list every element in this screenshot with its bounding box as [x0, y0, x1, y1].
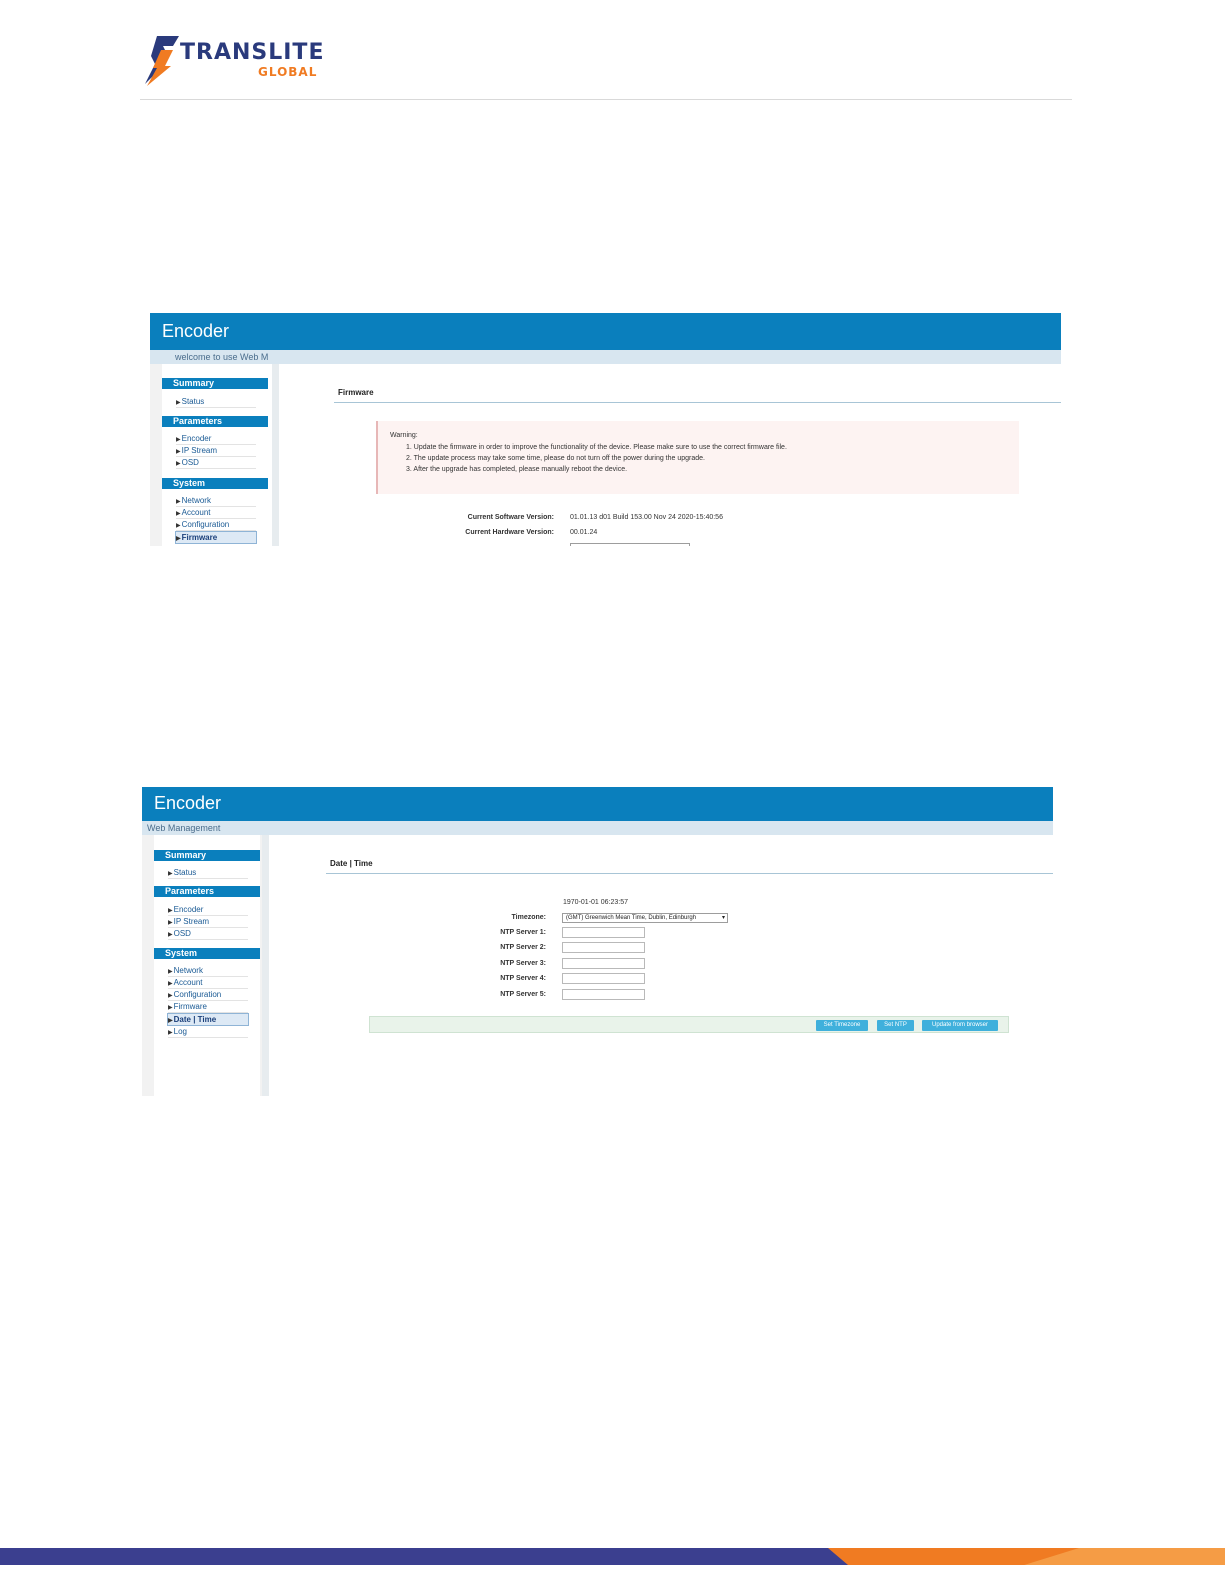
- arrow-right-icon: ▶: [176, 437, 181, 443]
- ntp-server-5-input[interactable]: [562, 989, 645, 1000]
- arrow-right-icon: ▶: [168, 981, 173, 987]
- arrow-right-icon: ▶: [168, 993, 173, 999]
- software-version-value: 01.01.13 d01 Build 153.00 Nov 24 2020-15:40:56: [570, 514, 723, 521]
- sidebar-item-encoder[interactable]: ▶Encoder: [168, 904, 248, 916]
- ntp-server-2-input[interactable]: [562, 942, 645, 953]
- ntp-server-4-input[interactable]: [562, 973, 645, 984]
- date-time-screenshot: [142, 787, 1053, 1096]
- ntp-server-1-input[interactable]: [562, 927, 645, 938]
- sidebar: [150, 364, 279, 546]
- action-bar: [369, 1016, 1009, 1033]
- logo-bolt-icon: [143, 32, 183, 88]
- sidebar-item-osd[interactable]: ▶OSD: [168, 928, 248, 940]
- sidebar-item-osd[interactable]: ▶OSD: [176, 457, 256, 469]
- warning-line-1: 1. Update the firmware in order to improve the functionality of the device. Please make sure to use the correct firmware file.: [406, 444, 787, 451]
- ntp-server-3-input[interactable]: [562, 958, 645, 969]
- arrow-right-icon: ▶: [176, 536, 181, 542]
- arrow-right-icon: ▶: [168, 969, 173, 975]
- sidebar-item-network[interactable]: ▶Network: [168, 965, 248, 977]
- sidebar-item-status[interactable]: ▶Status: [168, 867, 248, 879]
- ntp-server-4-label: NTP Server 4:: [500, 975, 546, 982]
- sidebar-item-firmware[interactable]: ▶Firmware: [175, 531, 257, 544]
- warning-box: [376, 421, 1019, 494]
- logo-text-translite: TRANSLITE: [180, 40, 325, 65]
- sidebar-section-parameters: Parameters: [154, 886, 260, 897]
- sidebar-item-status[interactable]: ▶Status: [176, 396, 256, 408]
- app-title-bar: Encoder: [150, 313, 1061, 350]
- ntp-server-3-label: NTP Server 3:: [500, 960, 546, 967]
- ntp-server-5-label: NTP Server 5:: [500, 991, 546, 998]
- title-divider: [334, 402, 1061, 403]
- sidebar-item-configuration[interactable]: ▶Configuration: [168, 989, 248, 1001]
- hardware-version-label: Current Hardware Version:: [465, 529, 554, 536]
- arrow-right-icon: ▶: [168, 1030, 173, 1036]
- dropdown-arrow-icon: ▾: [721, 915, 725, 921]
- welcome-bar: welcome to use Web M: [150, 350, 1061, 364]
- sidebar-item-network[interactable]: ▶Network: [176, 495, 256, 507]
- sidebar-item-account[interactable]: ▶Account: [176, 507, 256, 519]
- title-divider: [326, 873, 1053, 874]
- warning-title: Warning:: [390, 432, 418, 439]
- sidebar-item-ip-stream[interactable]: ▶IP Stream: [176, 445, 256, 457]
- arrow-right-icon: ▶: [168, 920, 173, 926]
- arrow-right-icon: ▶: [176, 511, 181, 517]
- sidebar-item-account[interactable]: ▶Account: [168, 977, 248, 989]
- sidebar-section-summary: Summary: [162, 378, 268, 389]
- sidebar-item-configuration[interactable]: ▶Configuration: [176, 519, 256, 531]
- hardware-version-value: 00.01.24: [570, 529, 598, 536]
- sidebar-menu: [162, 364, 272, 546]
- warning-line-2: 2. The update process may take some time, please do not turn off the power during the upgrade.: [406, 455, 705, 462]
- warning-line-3: 3. After the upgrade has completed, please manually reboot the device.: [406, 466, 628, 473]
- sidebar-section-system: System: [162, 478, 268, 489]
- page-title: Date | Time: [330, 859, 373, 868]
- arrow-right-icon: ▶: [168, 871, 173, 877]
- firmware-screenshot: [150, 313, 1061, 546]
- software-version-label: Current Software Version:: [467, 514, 554, 521]
- current-datetime: 1970-01-01 06:23:57: [563, 899, 628, 906]
- update-from-browser-button[interactable]: Update from browser: [922, 1020, 998, 1031]
- firmware-file-input[interactable]: [570, 543, 690, 546]
- arrow-right-icon: ▶: [168, 1018, 173, 1024]
- logo-text-global: GLOBAL: [258, 65, 318, 79]
- sidebar-section-summary: Summary: [154, 850, 260, 861]
- sidebar-section-system: System: [154, 948, 260, 959]
- sidebar-item-date-time[interactable]: ▶Date | Time: [167, 1013, 249, 1026]
- arrow-right-icon: ▶: [176, 449, 181, 455]
- arrow-right-icon: ▶: [176, 499, 181, 505]
- ntp-server-1-label: NTP Server 1:: [500, 929, 546, 936]
- sidebar-section-parameters: Parameters: [162, 416, 268, 427]
- sidebar-item-firmware[interactable]: ▶Firmware: [168, 1001, 248, 1013]
- sidebar-item-log[interactable]: ▶Log: [168, 1026, 248, 1038]
- app-title-bar: Encoder: [142, 787, 1053, 821]
- page-title: Firmware: [338, 388, 374, 397]
- ntp-server-2-label: NTP Server 2:: [500, 944, 546, 951]
- web-management-bar: Web Management: [142, 821, 1053, 835]
- sidebar: [142, 835, 269, 1096]
- arrow-right-icon: ▶: [176, 461, 181, 467]
- sidebar-menu: [154, 835, 260, 1096]
- timezone-label: Timezone:: [511, 914, 546, 921]
- arrow-right-icon: ▶: [168, 1005, 173, 1011]
- arrow-right-icon: ▶: [176, 523, 181, 529]
- arrow-right-icon: ▶: [168, 908, 173, 914]
- set-ntp-button[interactable]: Set NTP: [877, 1020, 914, 1031]
- arrow-right-icon: ▶: [168, 932, 173, 938]
- sidebar-item-ip-stream[interactable]: ▶IP Stream: [168, 916, 248, 928]
- set-timezone-button[interactable]: Set Timezone: [816, 1020, 868, 1031]
- sidebar-item-encoder[interactable]: ▶Encoder: [176, 433, 256, 445]
- header-divider: [140, 99, 1072, 100]
- arrow-right-icon: ▶: [176, 400, 181, 406]
- translite-logo: [143, 32, 353, 88]
- timezone-select[interactable]: (GMT) Greenwich Mean Time, Dublin, Edinburgh ▾: [562, 913, 728, 923]
